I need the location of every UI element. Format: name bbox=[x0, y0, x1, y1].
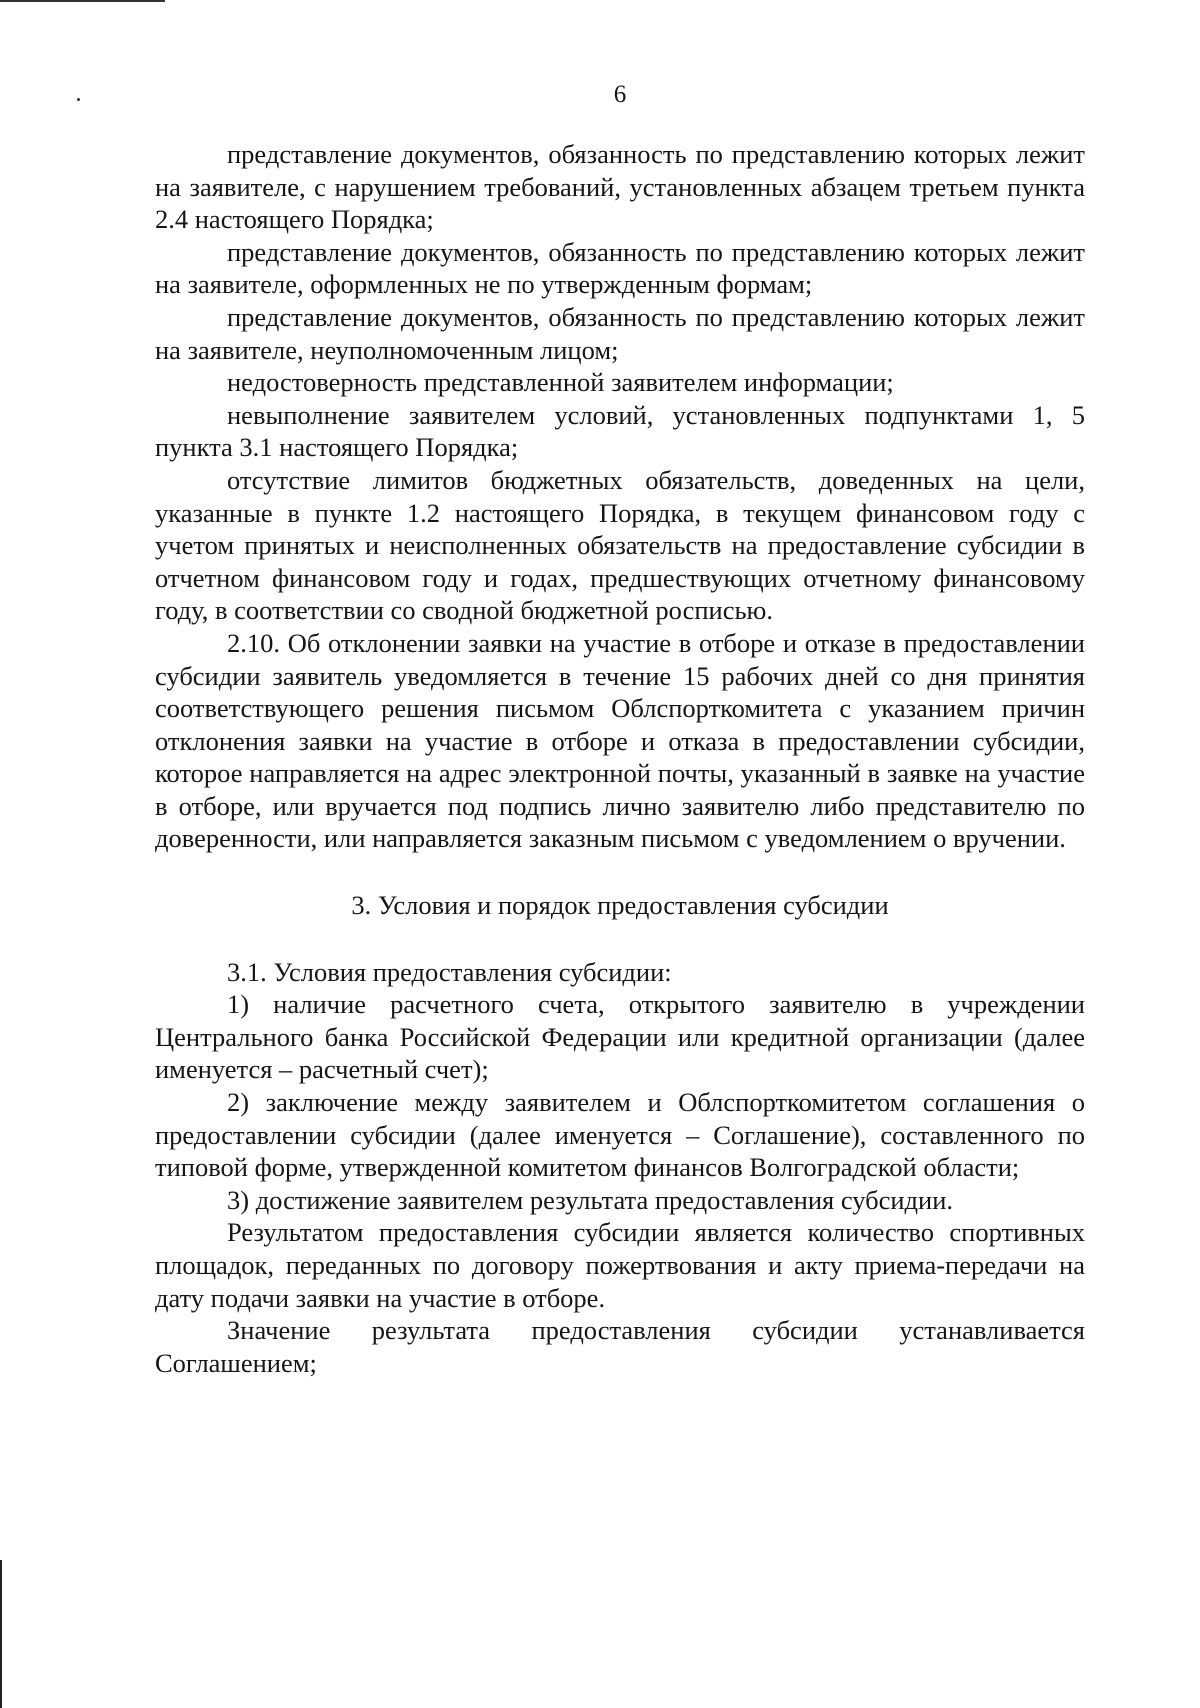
paragraph: представление документов, обязанность по представлению которых лежит на заявителе, неуполномоченным лицом; bbox=[155, 301, 1085, 365]
section-heading: 3. Условия и порядок предоставления субсидии bbox=[351, 890, 889, 921]
paragraph-2-10: 2.10. Об отклонении заявки на участие в отборе и отказе в предоставлении субсидии заявитель уведомляется в течение 15 рабочих дней со дня принятия соответствующего решения письмом Облспорткомитета с указанием причин отклонения заявки на участие в отборе и отказа в предоставлении субсидии, которое направляется на адрес электронной почты, указанный в заявке на участие в отборе, или вручается под подпись лично заявителю либо представителю по доверенности, или направляется заказным письмом с уведомлением о вручении. bbox=[155, 627, 1085, 854]
paragraph: Результатом предоставления субсидии является количество спортивных площадок, переданных по договору пожертвования и акту приема-передачи на дату подачи заявки на участие в отборе. bbox=[155, 1217, 1085, 1313]
paragraph: отсутствие лимитов бюджетных обязательств, доведенных на цели, указанные в пункте 1.2 настоящего Порядка, в текущем финансовом году с учетом принятых и неисполненных обязательств на предоставление субсидии в отчетном финансовом году и годах, предшествующих отчетному финансовому году, в соответствии со сводной бюджетной росписью. bbox=[155, 464, 1085, 626]
condition-item-3: 3) достижение заявителем результата предоставления субсидии. bbox=[227, 1184, 954, 1215]
scan-artifact-left-edge bbox=[0, 1560, 2, 1708]
condition-item-1: 1) наличие расчетного счета, открытого заявителю в учреждении Центрального банка Российской Федерации или кредитной организации (далее именуется – расчетный счет); bbox=[155, 989, 1085, 1085]
paragraph: Значение результата предоставления субсидии устанавливается Соглашением; bbox=[155, 1315, 1085, 1378]
scan-artifact-top-line bbox=[0, 0, 165, 2]
condition-item-2: 2) заключение между заявителем и Облспорткомитетом соглашения о предоставлении субсидии (далее именуется – Соглашение), составленного по типовой форме, утвержденной комитетом финансов Волгоградской области; bbox=[155, 1087, 1085, 1183]
paragraph: представление документов, обязанность по представлению которых лежит на заявителе, с нарушением требований, установленных абзацем третьем пункта 2.4 настоящего Порядка; bbox=[155, 139, 1085, 235]
paragraph: невыполнение заявителем условий, установленных подпунктами 1, 5 пункта 3.1 настоящего Порядка; bbox=[155, 399, 1085, 463]
paragraph-3-1: 3.1. Условия предоставления субсидии: bbox=[227, 956, 672, 987]
page-number: 6 bbox=[613, 81, 627, 108]
document-body bbox=[155, 138, 1085, 1379]
paragraph: представление документов, обязанность по представлению которых лежит на заявителе, оформленных не по утвержденным формам; bbox=[155, 236, 1085, 300]
paragraph: недостоверность представленной заявителем информации; bbox=[227, 367, 894, 398]
